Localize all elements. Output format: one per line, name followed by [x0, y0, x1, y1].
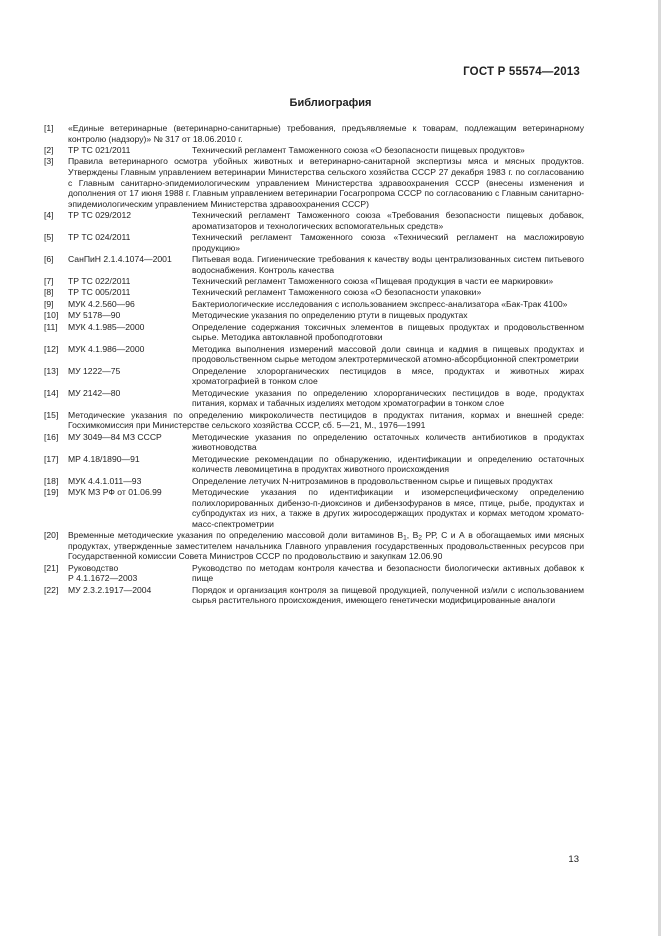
entry-number: [11] [44, 321, 58, 332]
entry-number: [15] [44, 409, 59, 420]
bib-entry-10 [44, 310, 584, 321]
entry-text-part: , В [406, 530, 419, 541]
entry-code: СанПиН 2.1.4.1074—2001 [68, 254, 172, 265]
bib-entry-6 [44, 254, 584, 275]
bib-entry-22 [44, 585, 584, 606]
bib-entry-17 [44, 454, 584, 475]
entry-code: ТР ТС 021/2011 [68, 144, 131, 155]
bib-entry-2 [44, 145, 584, 156]
entry-number: [10] [44, 310, 59, 321]
bib-entry-7 [44, 276, 584, 287]
entry-text: Порядок и организация контроля за пищевой продукцией, полученной из/или с использованием сырья растительного происхождения, имеющего генетически модифицированные аналоги [192, 584, 584, 606]
entry-code: МР 4.18/1890—91 [68, 453, 140, 464]
entry-text: Питьевая вода. Гигиенические требования к качеству воды централизованных систем питьевого водоснабжения. Контроль качества [192, 254, 584, 275]
entry-code: ТР ТС 029/2012 [68, 210, 132, 221]
bib-entry-20 [44, 530, 584, 562]
entry-code: МУК 4.4.1.011—93 [68, 475, 142, 486]
bibliography-title: Библиография [289, 97, 372, 109]
vitamin-subscript: 2 [418, 534, 422, 542]
entry-number: [1] [44, 123, 54, 133]
entry-text: Определение содержания токсичных элементов в пищевых продуктах и продовольственном сырье. Методика автоклавной пробоподготовки [192, 321, 584, 343]
entry-code-line: Руководство [68, 562, 119, 573]
entry-text: Методические указания по определению микроколичеств пестицидов в продуктах питания, кормах и внешней среде: Госхимкомиссия при Министерстве сельского хозяйства СССР, сб. 5—21, М., 1976—1991 [68, 409, 584, 431]
entry-number: [13] [44, 365, 59, 376]
entry-code: МУ 5178—90 [68, 310, 121, 321]
entry-number: [20] [44, 530, 59, 541]
page-number: 13 [568, 854, 579, 865]
entry-code: МУ 2142—80 [68, 387, 121, 398]
bib-entry-5 [44, 232, 584, 253]
entry-code: ТР ТС 024/2011 [68, 232, 131, 243]
bib-entry-18 [44, 476, 584, 487]
entry-text: Технический регламент Таможенного союза «Требования безопасности пищевых добавок, ароматизаторов и технологических вспомогательных средств» [192, 210, 584, 231]
bib-entry-16 [44, 432, 584, 453]
entry-number: [8] [44, 287, 54, 298]
entry-text-part: Временные методические указания по определению массовой доли витаминов В [68, 530, 404, 541]
entry-code: МУК МЗ РФ от 01.06.99 [68, 487, 162, 498]
bib-entry-3 [44, 156, 584, 209]
entry-text: Методические указания по определению остаточных количеств антибиотиков в продуктах животноводства [192, 431, 584, 453]
entry-text: Технический регламент Таможенного союза «Технический регламент на масложировую продукцию» [192, 232, 584, 253]
entry-number: [22] [44, 584, 59, 595]
entry-code: ТР ТС 022/2011 [68, 276, 131, 286]
entry-text: Методические рекомендации по обнаружению, идентификации и определению остаточных количеств левомицетина в продуктах животного происхождения [192, 453, 584, 475]
bib-entry-14 [44, 388, 584, 409]
entry-number: [17] [44, 453, 59, 464]
entry-text: Технический регламент Таможенного союза «О безопасности упаковки» [192, 287, 482, 298]
entry-code: МУ 1222—75 [68, 365, 121, 376]
standard-number: ГОСТ Р 55574—2013 [463, 66, 580, 78]
bib-entry-15 [44, 410, 584, 431]
bib-entry-4 [44, 210, 584, 231]
bibliography-list [44, 123, 584, 607]
entry-number: [19] [44, 487, 59, 498]
entry-text: Технический регламент Таможенного союза «Пищевая продукция в части ее маркировки» [192, 276, 554, 286]
entry-number: [21] [44, 562, 59, 573]
entry-number: [2] [44, 144, 54, 155]
bib-entry-12 [44, 344, 584, 365]
entry-text: Руководство по методам контроля качества и безопасности биологически активных добавок к пище [192, 562, 584, 584]
entry-number: [9] [44, 298, 54, 309]
entry-code: ТР ТС 005/2011 [68, 287, 131, 298]
entry-number: [18] [44, 475, 59, 486]
entry-text: Технический регламент Таможенного союза «О безопасности пищевых продуктов» [192, 144, 525, 155]
entry-number: [16] [44, 431, 59, 442]
bib-entry-19 [44, 487, 584, 529]
entry-code: МУК 4.1.986—2000 [68, 343, 145, 354]
bib-entry-13 [44, 366, 584, 387]
entry-text: Определение хлорорганических пестицидов в мясе, продуктах и животных жирах хроматографией в тонком слое [192, 365, 584, 387]
entry-code: МУ 3049—84 МЗ СССР [68, 431, 162, 442]
entry-text: Правила ветеринарного осмотра убойных животных и ветеринарно-санитарной экспертизы мяса и мясных продуктов. Утверждены Главным управлением ветеринарии Министерства сельского хозяйства СССР 27 декабря 1983 г. по согласованию с Главным санитарно-эпидемиологическим управлением Министерства здравоохранения СССР (внесены изменения и дополнения от 17 июня 1988 г. Главным управлением ветеринарии Госагропрома СССР по согласованию с Главным санитарно-эпидемиологическим управлением Министерства здравоохранения СССР) [68, 156, 584, 209]
bib-entry-1 [44, 123, 584, 144]
entry-text: «Единые ветеринарные (ветеринарно-санитарные) требования, предъявляемые к товарам, подлежащим ветеринарному контролю (надзору)» № 317 от 18.06.2010 г. [68, 123, 584, 144]
entry-code: МУ 2.3.2.1917—2004 [68, 584, 152, 595]
entry-code: МУК 4.1.985—2000 [68, 321, 145, 332]
bib-entry-8 [44, 287, 584, 298]
entry-number: [14] [44, 387, 59, 398]
entry-code [68, 563, 192, 584]
entry-text: Методические указания по идентификации и изомерспецифическому определению полихлорированных дибензо-п-диоксинов и дибензофуранов в мясе, птице, рыбе, продуктах и субпродуктах из них, а также в других жиросодержащих продуктах и кормах методом хромато-масс-спектрометрии [192, 487, 584, 529]
entry-text [68, 530, 584, 562]
entry-code-line: Р 4.1.1672—2003 [68, 573, 138, 584]
entry-text: Определение летучих N-нитрозаминов в продовольственном сырье и пищевых продуктах [192, 475, 553, 486]
entry-code: МУК 4.2.560—96 [68, 298, 135, 309]
entry-number: [12] [44, 343, 59, 354]
entry-text: Бактериологические исследования с использованием экспресс-анализатора «Бак-Трак 4100» [192, 298, 568, 309]
entry-text: Методические указания по определению ртути в пищевых продуктах [192, 310, 468, 321]
entry-number: [7] [44, 276, 54, 286]
entry-number: [6] [44, 254, 54, 265]
bib-entry-21 [44, 563, 584, 584]
entry-number: [4] [44, 210, 54, 221]
entry-number: [3] [44, 156, 54, 167]
bib-entry-11 [44, 322, 584, 343]
bib-entry-9 [44, 299, 584, 310]
entry-text: Методические указания по определению хлорорганических пестицидов в воде, продуктах питания, кормах и табачных изделиях методом хроматографии в тонком слое [192, 387, 584, 409]
entry-text-part: РР, С и А в обогащаемых ими мясных продуктах, утвержденные заместителем начальника Главного управления государственных продовольственных ресурсов при Государственной комиссии Совета Министров СССР по продовольствию и закупкам 12.06.90 [68, 530, 584, 562]
entry-text: Методика выполнения измерений массовой доли свинца и кадмия в пищевых продуктах и продовольственном сырье методом электротермической атомно-абсорбционной спектрометрии [192, 343, 584, 365]
vitamin-subscript: 1 [403, 534, 407, 542]
entry-number: [5] [44, 232, 54, 243]
